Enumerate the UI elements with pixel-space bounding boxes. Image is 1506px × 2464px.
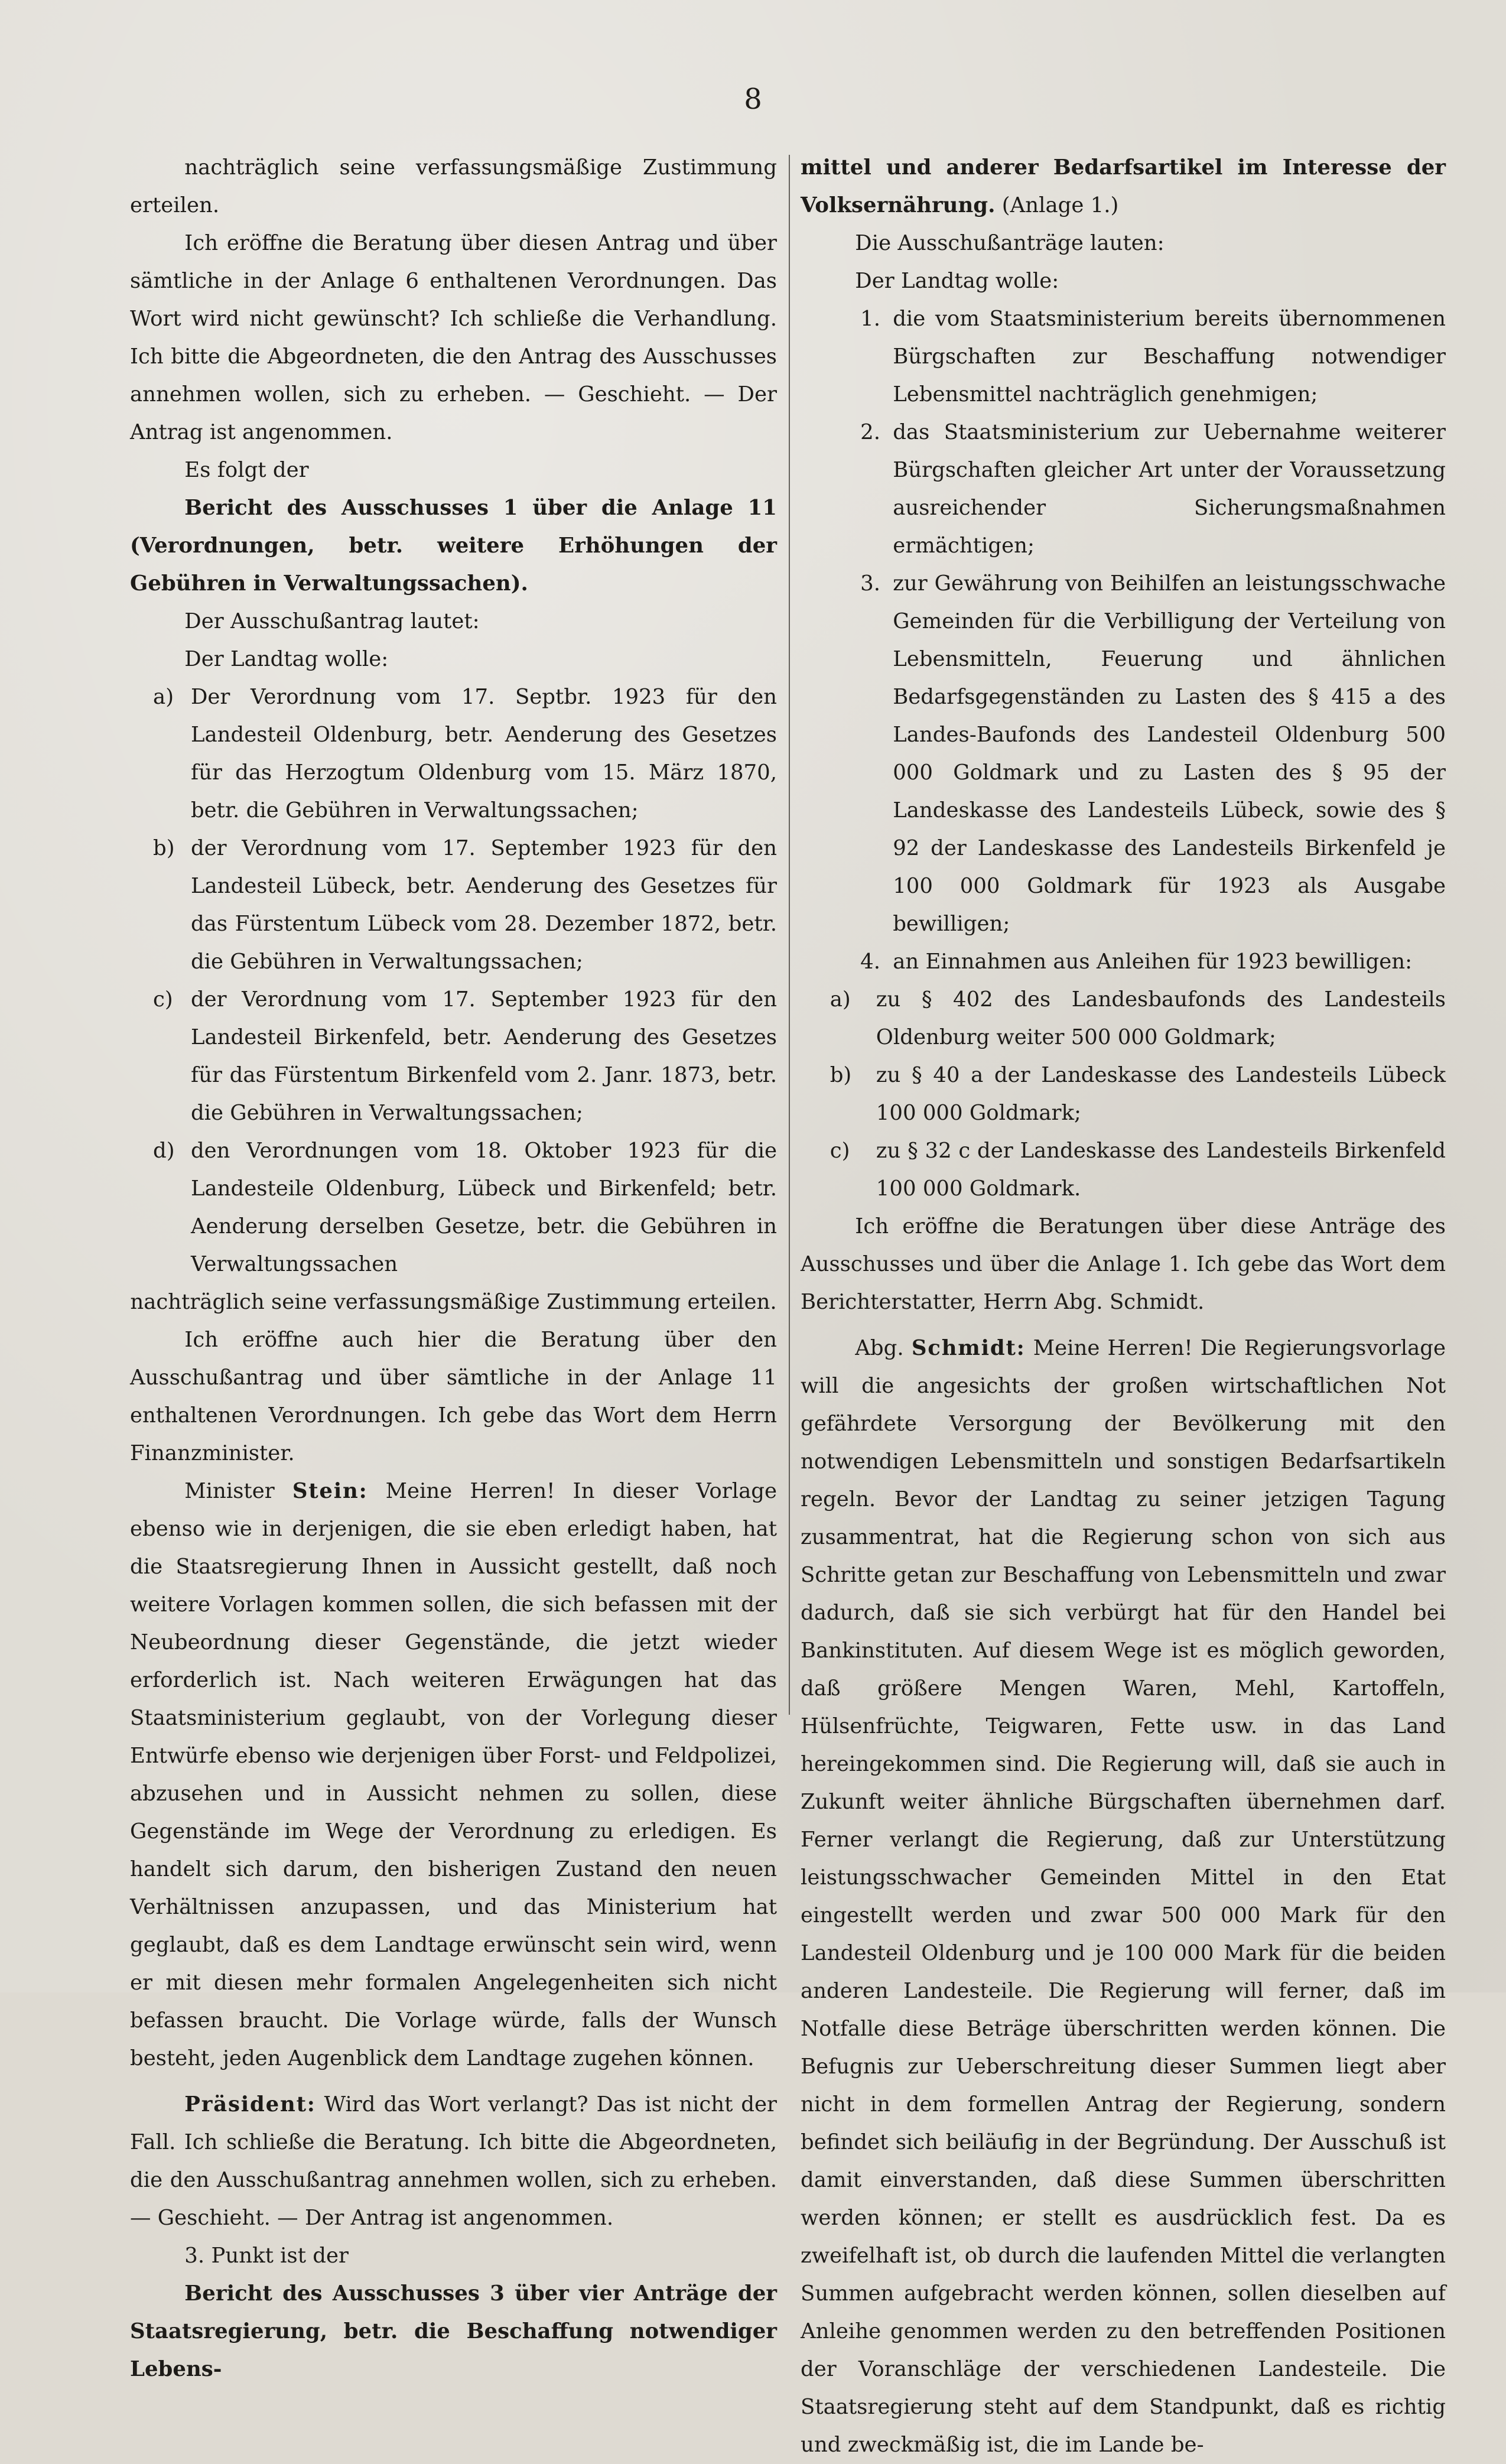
list-item-text: der Verordnung vom 17. September 1923 für den Landesteil Lübeck, betr. Aenderung des Gesetzes für das Fürstentum Lübeck vom 28. Dezember 1872, betr. die Gebühren in Verwaltungssachen;: [190, 836, 777, 974]
list-item: [130, 1132, 777, 1283]
list-item-text: das Staatsministerium zur Uebernahme weiterer Bürgschaften gleicher Art unter der Voraussetzung ausreichender Sicherungsmaßnahmen ermächtigen;: [893, 420, 1446, 558]
right-column: [801, 149, 1446, 2464]
paragraph: Ich eröffne auch hier die Beratung über den Ausschußantrag und über sämtliche in der Anlage 11 enthaltenen Verordnungen. Ich gebe das Wort dem Herrn Finanzminister.: [130, 1328, 777, 1465]
list-marker: 4.: [860, 950, 881, 974]
speaker-title: Minister: [184, 1479, 275, 1503]
list-marker: b): [153, 836, 175, 860]
list-marker: a): [830, 987, 851, 1012]
motion-list: [130, 678, 777, 1283]
list-marker: 3.: [860, 571, 881, 596]
list-item-text: die vom Staatsministerium bereits übernommenen Bürgschaften zur Beschaffung notwendiger Lebensmittel nachträglich genehmigen;: [893, 307, 1446, 407]
list-marker: a): [153, 685, 174, 709]
speech-paragraph: [130, 1472, 777, 2078]
speaker-name: Schmidt:: [911, 1336, 1026, 1360]
speech-text: Meine Herren! In dieser Vorlage ebenso wie in derjenigen, die sie eben erledigt haben, hat die Staatsregierung Ihnen in Aussicht gestellt, daß noch weitere Vorlagen kommen sollen, die sich befassen mit der Neubeordnung dieser Gegenstände, die jetzt wieder erforderlich ist. Nach weiteren Erwägungen hat das Staatsministerium geglaubt, von der Vorlegung dieser Entwürfe ebenso wie derjenigen über Forst- und Feldpolizei, abzusehen und in Aussicht nehmen zu sollen, diese Gegenstände im Wege der Verordnung zu erledigen. Es handelt sich darum, den bisherigen Zustand den neuen Verhältnissen anzupassen, und das Ministerium hat geglaubt, daß es dem Landtage erwünscht sein wird, wenn er mit diesen mehr formalen Angelegenheiten sich nicht befassen braucht. Die Vorlage würde, falls der Wunsch besteht, jeden Augenblick dem Landtage zugehen können.: [130, 1479, 777, 2070]
list-item-text: an Einnahmen aus Anleihen für 1923 bewilligen:: [893, 950, 1413, 974]
paragraph: nachträglich seine verfassungsmäßige Zustimmung erteilen.: [130, 1290, 777, 1314]
paragraph: Der Landtag wolle:: [855, 269, 1059, 293]
list-item-text: zu § 32 c der Landeskasse des Landesteils Birkenfeld 100 000 Goldmark.: [876, 1139, 1446, 1201]
speech-text: Meine Herren! Die Regierungsvorlage will die angesichts der großen wirtschaftlichen Not gefährdete Versorgung der Bevölkerung mit den notwendigen Lebensmitteln und sonstigen Bedarfsartikeln regeln. Bevor der Landtag zu seiner jetzigen Tagung zusammentrat, hat die Regierung schon von sich aus Schritte getan zur Beschaffung von Lebensmitteln und zwar dadurch, daß sie sich verbürgt hat für den Handel bei Bankinstituten. Auf diesem Wege ist es möglich geworden, daß größere Mengen Waren, Mehl, Kartoffeln, Hülsenfrüchte, Teigwaren, Fette usw. in das Land hereingekommen sind. Die Regierung will, daß sie auch in Zukunft weiter ähnliche Bürgschaften übernehmen darf. Ferner verlangt die Regierung, daß zur Unterstützung leistungsschwacher Gemeinden Mittel in den Etat eingestellt werden und zwar 500 000 Mark für den Landesteil Oldenburg und je 100 000 Mark für die beiden anderen Landesteile. Die Regierung will ferner, daß im Notfalle diese Beträge überschritten werden können. Die Befugnis zur Ueberschreitung dieser Summen liegt aber nicht in dem formellen Antrag der Regierung, sondern befindet sich beiläufig in der Begründung. Der Ausschuß ist damit einverstanden, daß diese Summen überschritten werden können; er stellt es ausdrücklich fest. Da es zweifelhaft ist, ob durch die laufenden Mittel die verlangten Summen aufgebracht werden können, sollen dieselben auf Anleihe genommen werden zu den betreffenden Positionen der Voranschläge der verschiedenen Landesteile. Die Staatsregierung steht auf dem Standpunkt, daß es richtig und zweckmäßig ist, die im Lande be-: [801, 1336, 1446, 2457]
sub-motion-list: [801, 981, 1446, 1208]
left-column: [130, 149, 777, 2388]
paragraph: 3. Punkt ist der: [184, 2244, 349, 2268]
speaker-name: Präsident:: [184, 2092, 316, 2117]
list-marker: b): [830, 1063, 852, 1087]
paragraph: nachträglich seine verfassungsmäßige Zustimmung erteilen.: [130, 155, 777, 217]
list-item-text: zu § 40 a der Landeskasse des Landesteils Lübeck 100 000 Goldmark;: [876, 1063, 1446, 1125]
list-item: [849, 300, 1446, 414]
annex-reference: (Anlage 1.): [1001, 193, 1119, 217]
section-heading: Bericht des Ausschusses 1 über die Anlage 11 (Verordnungen, betr. weitere Erhöhungen der Gebühren in Verwaltungssachen).: [130, 496, 777, 596]
list-marker: c): [153, 987, 173, 1012]
speech-text: Wird das Wort verlangt? Das ist nicht der Fall. Ich schließe die Beratung. Ich bitte die Abgeordneten, die den Ausschußantrag annehmen wollen, sich zu erheben. — Geschieht. — Der Antrag ist angenommen.: [130, 2092, 777, 2230]
paragraph: Ich eröffne die Beratungen über diese Anträge des Ausschusses und über die Anlage 1. Ich gebe das Wort dem Berichterstatter, Herrn Abg. Schmidt.: [801, 1214, 1446, 1314]
paragraph: Es folgt der: [184, 458, 309, 482]
list-item: [801, 1057, 1446, 1132]
page-number: 8: [744, 83, 762, 116]
speaker-title: Abg.: [855, 1336, 904, 1360]
list-item-text: Der Verordnung vom 17. Septbr. 1923 für den Landesteil Oldenburg, betr. Aenderung des Gesetzes für das Herzogtum Oldenburg vom 15. März 1870, betr. die Gebühren in Verwaltungssachen;: [190, 685, 777, 823]
list-item: [849, 943, 1446, 981]
list-item: [849, 414, 1446, 565]
list-item-text: der Verordnung vom 17. September 1923 für den Landesteil Birkenfeld, betr. Aenderung des Gesetzes für das Fürstentum Birkenfeld vom 2. Janr. 1873, betr. die Gebühren in Verwaltungssachen;: [190, 987, 777, 1125]
list-item-text: den Verordnungen vom 18. Oktober 1923 für die Landesteile Oldenburg, Lübeck und Birkenfeld; betr. Aenderung derselben Gesetze, betr. die Gebühren in Verwaltungssachen: [190, 1139, 777, 1276]
list-item-text: zu § 402 des Landesbaufonds des Landesteils Oldenburg weiter 500 000 Goldmark;: [876, 987, 1446, 1049]
section-heading: Bericht des Ausschusses 3 über vier Anträge der Staatsregierung, betr. die Beschaffung notwendiger Lebens-: [130, 2281, 777, 2381]
list-item: [801, 981, 1446, 1057]
speaker-name: Stein:: [292, 1479, 368, 1503]
paragraph: Ich eröffne die Beratung über diesen Antrag und über sämtliche in der Anlage 6 enthaltenen Verordnungen. Das Wort wird nicht gewünscht? Ich schließe die Verhandlung. Ich bitte die Abgeordneten, die den Antrag des Ausschusses annehmen wollen, sich zu erheben. — Geschieht. — Der Antrag ist angenommen.: [130, 231, 777, 444]
list-item: [849, 565, 1446, 943]
heading-text: mittel und anderer Bedarfsartikel im Interesse der Volksernährung.: [801, 155, 1446, 217]
list-marker: d): [153, 1139, 175, 1163]
list-item: [130, 981, 777, 1132]
list-item: [130, 678, 777, 830]
list-marker: 1.: [860, 307, 881, 331]
list-marker: 2.: [860, 420, 881, 444]
column-divider: [789, 155, 790, 1715]
speech-paragraph: [801, 1329, 1446, 2464]
motion-list: [801, 300, 1446, 981]
list-item-text: zur Gewährung von Beihilfen an leistungsschwache Gemeinden für die Verbilligung der Verteilung von Lebensmitteln, Feuerung und ähnlichen Bedarfsgegenständen zu Lasten des § 415 a des Landes-Baufonds des Landesteil Oldenburg 500 000 Goldmark und zu Lasten des § 95 der Landeskasse des Landesteils Lübeck, sowie des § 92 der Landeskasse des Landesteils Birkenfeld je 100 000 Goldmark für 1923 als Ausgabe bewilligen;: [893, 571, 1446, 936]
paragraph: Der Landtag wolle:: [184, 647, 389, 671]
list-item: [130, 830, 777, 981]
list-marker: c): [830, 1139, 850, 1163]
speech-paragraph: [130, 2086, 777, 2237]
paragraph: Der Ausschußantrag lautet:: [184, 609, 480, 633]
paragraph: Die Ausschußanträge lauten:: [855, 231, 1165, 255]
section-heading-continued: [801, 149, 1446, 225]
list-item: [801, 1132, 1446, 1208]
